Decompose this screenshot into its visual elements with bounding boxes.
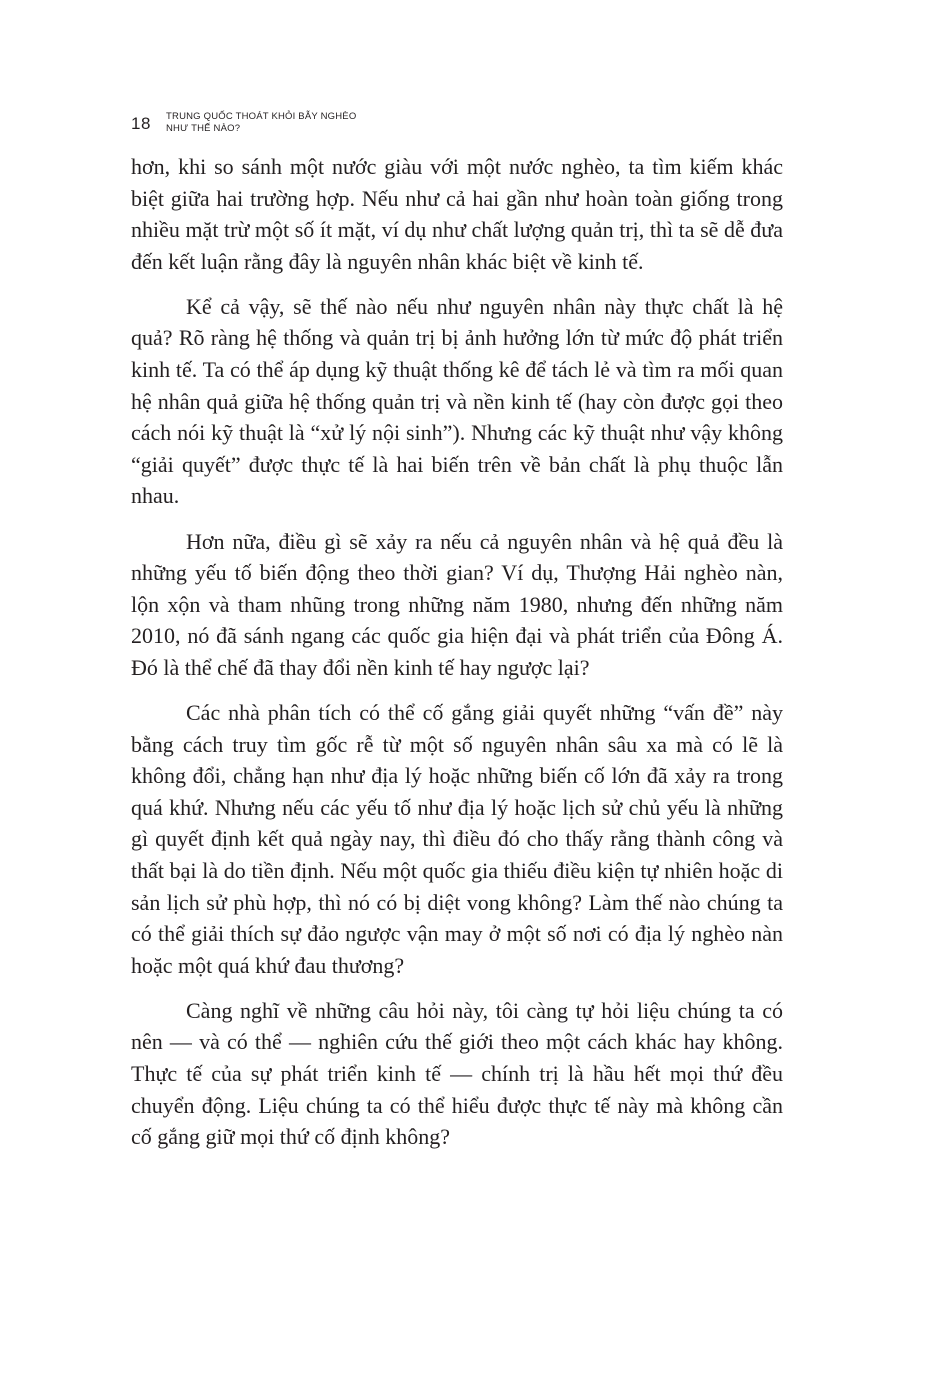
paragraph-continued: hơn, khi so sánh một nước giàu với một nước nghèo, ta tìm kiếm khác biệt giữa hai trường hợp. Nếu như cả hai gần như hoàn toàn giống trong nhiều mặt trừ một số ít mặt, ví dụ như chất lượng quản trị, thì ta sẽ dễ đưa đến kết luận rằng đây là nguyên nhân khác biệt về kinh tế. xyxy=(131,154,783,274)
running-header-title-line-2: NHƯ THẾ NÀO? xyxy=(166,123,241,134)
paragraph: Càng nghĩ về những câu hỏi này, tôi càng tự hỏi liệu chúng ta có nên — và có thể — nghiên cứu thế giới theo một cách khác hay không. Thực tế của sự phát triển kinh tế — chính trị là hầu hết mọi thứ đều chuyển động. Liệu chúng ta có thể hiểu được thực tế này mà không cần cố gắng giữ mọi thứ cố định không? xyxy=(131,997,783,1150)
paragraph: Kể cả vậy, sẽ thế nào nếu như nguyên nhân này thực chất là hệ quả? Rõ ràng hệ thống và quản trị bị ảnh hưởng lớn từ mức độ phát triển kinh tế. Ta có thể áp dụng kỹ thuật thống kê để tách lẻ và tìm ra mối quan hệ nhân quả giữa hệ thống quản trị và nền kinh tế (hay còn được gọi theo cách nói kỹ thuật là “xử lý nội sinh”). Nhưng các kỹ thuật như vậy không “giải quyết” được thực tế là hai biến trên về bản chất là phụ thuộc lẫn nhau. xyxy=(131,293,783,509)
body-text xyxy=(131,151,783,1166)
page-number: 18 xyxy=(131,114,151,133)
running-header xyxy=(166,111,356,135)
running-header-title-line-1: TRUNG QUỐC THOÁT KHỎI BẪY NGHÈO xyxy=(166,111,357,122)
paragraph: Các nhà phân tích có thể cố gắng giải quyết những “vấn đề” này bằng cách truy tìm gốc rễ từ một số nguyên nhân sâu xa mà có lẽ là không đổi, chẳng hạn như địa lý hoặc những biến cố lớn đã xảy ra trong quá khứ. Nhưng nếu các yếu tố như địa lý hoặc lịch sử chủ yếu là những gì quyết định kết quả ngày nay, thì điều đó cho thấy rằng thành công và thất bại là do tiền định. Nếu một quốc gia thiếu điều kiện tự nhiên hoặc di sản lịch sử phù hợp, thì nó có bị diệt vong không? Làm thế nào chúng ta có thể giải thích sự đảo ngược vận may ở một số nơi có địa lý nghèo nàn hoặc một quá khứ đau thương? xyxy=(131,700,783,978)
paragraph: Hơn nữa, điều gì sẽ xảy ra nếu cả nguyên nhân và hệ quả đều là những yếu tố biến động theo thời gian? Ví dụ, Thượng Hải nghèo nàn, lộn xộn và tham nhũng trong những năm 1980, nhưng đến những năm 2010, nó đã sánh ngang các quốc gia hiện đại và phát triển của Đông Á. Đó là thể chế đã thay đổi nền kinh tế hay ngược lại? xyxy=(131,528,783,680)
